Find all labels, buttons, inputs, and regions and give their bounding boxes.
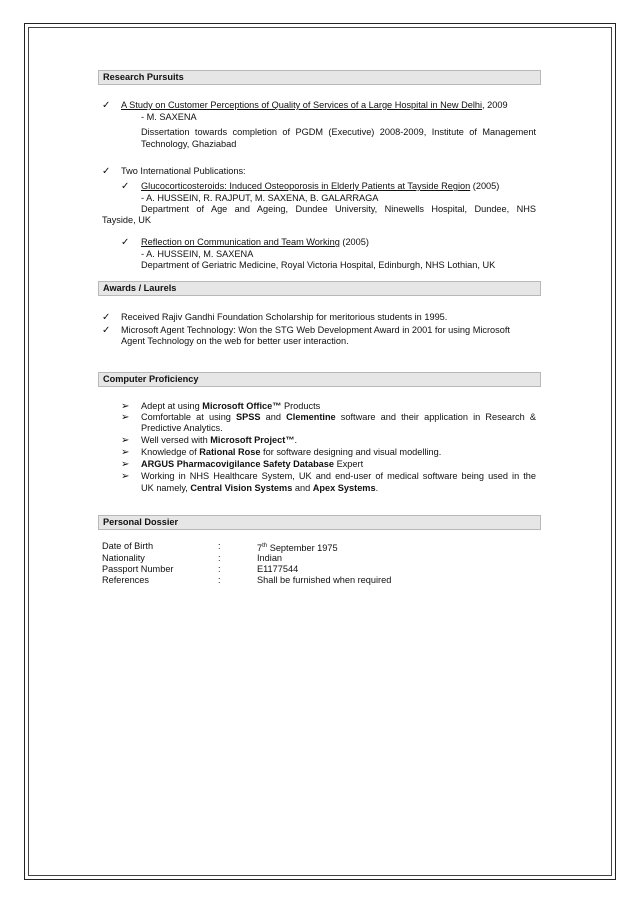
dossier-colon: : bbox=[218, 564, 221, 574]
skill-item: Comfortable at using SPSS and Clementine software and their application in Research & bbox=[141, 412, 536, 422]
dossier-value-dob: 7th September 1975 bbox=[257, 543, 338, 553]
section-header-research: Research Pursuits bbox=[98, 70, 541, 85]
skill-item-cont: UK namely, Central Vision Systems and Apex Systems. bbox=[141, 483, 379, 493]
publication-2-authors: - A. HUSSEIN, M. SAXENA bbox=[141, 249, 254, 259]
arrow-bullet-icon: ➢ bbox=[121, 459, 130, 470]
check-icon: ✓ bbox=[102, 100, 111, 111]
research-item-1-title: A Study on Customer Perceptions of Quality of Services of a Large Hospital in New Delhi, 2009 bbox=[121, 100, 508, 110]
skill-item: ARGUS Pharmacovigilance Safety Database Expert bbox=[141, 459, 364, 469]
section-header-awards: Awards / Laurels bbox=[98, 281, 541, 296]
skill-item: Working in NHS Healthcare System, UK and end-user of medical software being used in the bbox=[141, 471, 536, 481]
arrow-bullet-icon: ➢ bbox=[121, 435, 130, 446]
arrow-bullet-icon: ➢ bbox=[121, 412, 130, 423]
check-icon: ✓ bbox=[121, 237, 130, 248]
dossier-value-references: Shall be furnished when required bbox=[257, 575, 392, 585]
research-item-1-desc-cont: Technology, Ghaziabad bbox=[141, 139, 237, 149]
check-icon: ✓ bbox=[102, 325, 111, 336]
dossier-colon: : bbox=[218, 553, 221, 563]
dossier-label-dob: Date of Birth bbox=[102, 541, 154, 551]
check-icon: ✓ bbox=[102, 166, 111, 177]
dossier-colon: : bbox=[218, 575, 221, 585]
skill-item-cont: Predictive Analytics. bbox=[141, 423, 223, 433]
arrow-bullet-icon: ➢ bbox=[121, 401, 130, 412]
award-item-1: Received Rajiv Gandhi Foundation Scholarship for meritorious students in 1995. bbox=[121, 312, 448, 322]
publication-1-title: Glucocorticosteroids: Induced Osteoporosis in Elderly Patients at Tayside Region (2005) bbox=[141, 181, 500, 191]
skill-item: Adept at using Microsoft Office™ Products bbox=[141, 401, 321, 411]
arrow-bullet-icon: ➢ bbox=[121, 471, 130, 482]
research-item-2-intro: Two International Publications: bbox=[121, 166, 246, 176]
dossier-value-nationality: Indian bbox=[257, 553, 283, 563]
award-item-2: Microsoft Agent Technology: Won the STG Web Development Award in 2001 for using Microsoft bbox=[121, 325, 510, 335]
dossier-label-passport: Passport Number bbox=[102, 564, 174, 574]
arrow-bullet-icon: ➢ bbox=[121, 447, 130, 458]
dossier-label-nationality: Nationality bbox=[102, 553, 145, 563]
publication-2-title: Reflection on Communication and Team Working (2005) bbox=[141, 237, 369, 247]
check-icon: ✓ bbox=[121, 181, 130, 192]
publication-1-dept-cont: Tayside, UK bbox=[102, 215, 152, 225]
dossier-label-references: References bbox=[102, 575, 149, 585]
skill-item: Well versed with Microsoft Project™. bbox=[141, 435, 298, 445]
research-item-1-desc: Dissertation towards completion of PGDM (Executive) 2008-2009, Institute of Management bbox=[141, 127, 536, 137]
dossier-value-passport: E1177544 bbox=[257, 564, 299, 574]
research-item-1-author: - M. SAXENA bbox=[141, 112, 197, 122]
check-icon: ✓ bbox=[102, 312, 111, 323]
publication-1-authors: - A. HUSSEIN, R. RAJPUT, M. SAXENA, B. GALARRAGA bbox=[141, 193, 379, 203]
publication-2-dept: Department of Geriatric Medicine, Royal Victoria Hospital, Edinburgh, NHS Lothian, UK bbox=[141, 260, 496, 270]
dossier-colon: : bbox=[218, 541, 221, 551]
publication-1-dept: Department of Age and Ageing, Dundee University, Ninewells Hospital, Dundee, NHS bbox=[141, 204, 536, 214]
section-header-dossier: Personal Dossier bbox=[98, 515, 541, 530]
skill-item: Knowledge of Rational Rose for software designing and visual modelling. bbox=[141, 447, 442, 457]
section-header-computer: Computer Proficiency bbox=[98, 372, 541, 387]
award-item-2-cont: Agent Technology on the web for better user interaction. bbox=[121, 336, 349, 346]
